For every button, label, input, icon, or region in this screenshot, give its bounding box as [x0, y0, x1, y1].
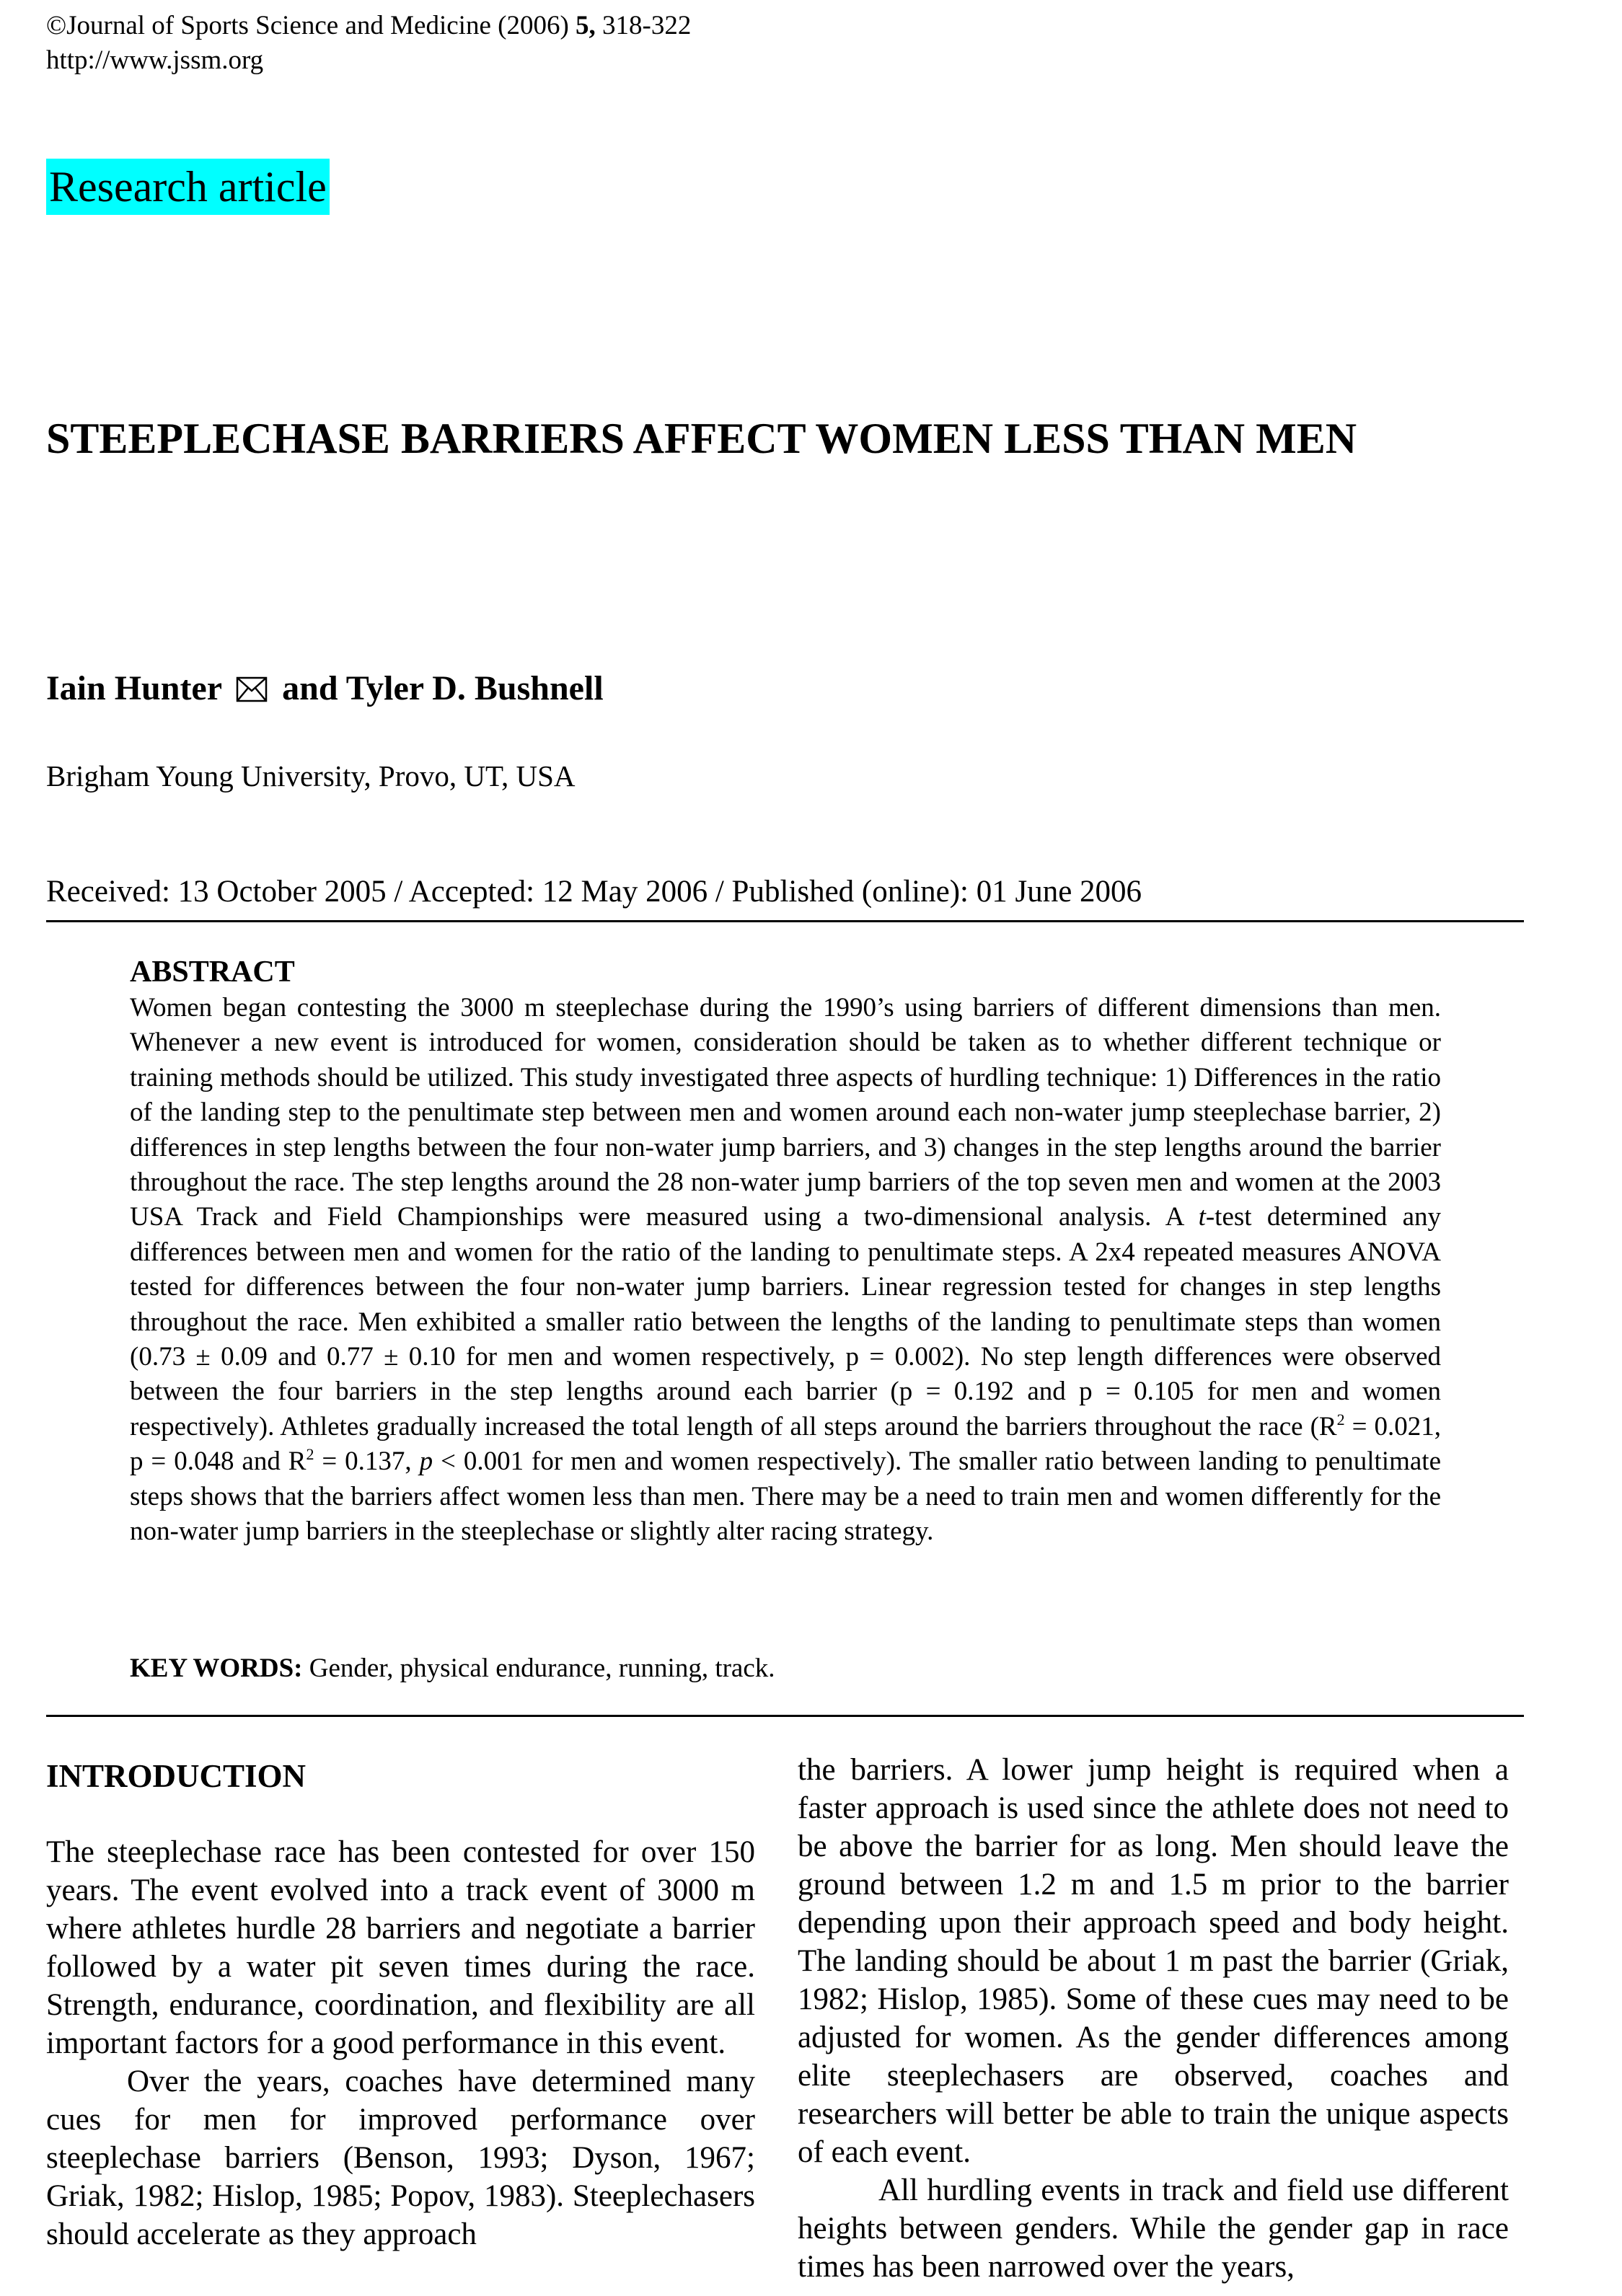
- paper-title: STEEPLECHASE BARRIERS AFFECT WOMEN LESS THAN MEN: [46, 415, 1357, 462]
- journal-pages: 318-322: [595, 11, 692, 40]
- divider-bottom: [46, 1715, 1524, 1717]
- divider-top: [46, 920, 1524, 922]
- introduction-heading: INTRODUCTION: [46, 1758, 307, 1794]
- column-right: [798, 1751, 1509, 2286]
- journal-url[interactable]: http://www.jssm.org: [46, 45, 264, 75]
- intro-paragraph-3: the barriers. A lower jump height is required when a faster approach is used since the athlete does not need to be above the barrier for as long. Men should leave the ground between 1.2 m and 1.5 m prior to the barrier depending upon their approach speed and body height. The landing should be about 1 m past the barrier (Griak, 1982; Hislop, 1985). Some of these cues may need to be adjusted for women. As the gender differences among elite steeplechasers are observed, coaches and researchers will better be able to train the unique aspects of each event.: [798, 1753, 1509, 2169]
- envelope-icon[interactable]: [236, 670, 268, 696]
- intro-paragraph-4: All hurdling events in track and field use different heights between genders. While the gender gap in race times has been narrowed over the years,: [798, 2173, 1509, 2284]
- abstract-text-2: -test determined any differences between men and women for the ratio of the landing to penultimate steps. A 2x4 repeated measures ANOVA tested for differences between the four non-water jump barriers. Linear regression tested for changes in step lengths throughout the race. Men exhibited a smaller ratio between the lengths of the landing to penultimate steps than women (0.73 ± 0.09 and 0.77 ± 0.10 for men and women respectively, p = 0.002). No step length differences were observed between the four barriers in the step lengths around each barrier (p = 0.192 and p = 0.105 for men and women respectively). Athletes gradually increased the total length of all steps around the barriers throughout the race (R: [130, 1202, 1441, 1441]
- abstract-text-5: < 0.001 for men and women respectively). The smaller ratio between landing to penultimate steps shows that the barriers affect women less than men. There may be a need to train men and women differently for the non-water jump barriers in the steeplechase or slightly alter racing strategy.: [130, 1447, 1441, 1547]
- publication-dates: Received: 13 October 2005 / Accepted: 12 May 2006 / Published (online): 01 June 2006: [46, 875, 1142, 909]
- abstract-t-italic: t: [1198, 1202, 1206, 1232]
- abstract-superscript-2: 2: [306, 1445, 314, 1464]
- abstract-p-italic: p: [419, 1447, 433, 1477]
- journal-citation: [46, 10, 691, 42]
- abstract-body: [130, 991, 1441, 1550]
- author-rest: and Tyler D. Bushnell: [282, 669, 604, 707]
- journal-volume: 5,: [576, 11, 596, 40]
- article-type-badge: Research article: [46, 159, 330, 215]
- journal-name: ©Journal of Sports Science and Medicine (2006): [46, 11, 576, 40]
- abstract-heading: ABSTRACT: [130, 955, 295, 989]
- abstract-text-3: = 0.021, p = 0.048 and R: [130, 1411, 1441, 1477]
- keywords-text: Gender, physical endurance, running, track.: [302, 1653, 775, 1683]
- abstract-superscript-1: 2: [1336, 1410, 1345, 1429]
- keywords-label: KEY WORDS:: [130, 1653, 303, 1683]
- abstract-text-4: = 0.137,: [314, 1447, 420, 1477]
- keywords: [130, 1651, 1441, 1686]
- abstract-text-1: Women began contesting the 3000 m steeplechase during the 1990’s using barriers of different dimensions than men. Whenever a new event is introduced for women, consideration should be taken as to whether different technique or training methods should be utilized. This study investigated three aspects of hurdling technique: 1) Differences in the ratio of the landing step to the penultimate step between men and women around each non-water jump steeplechase barrier, 2) differences in step lengths between the four non-water jump barriers, and 3) changes in the step lengths around the barrier throughout the race. The step lengths around the 28 non-water jump barriers of the top seven men and women at the 2003 USA Track and Field Championships were measured using a two-dimensional analysis. A: [130, 993, 1441, 1232]
- affiliation: Brigham Young University, Provo, UT, USA: [46, 759, 576, 792]
- column-left: [46, 1757, 755, 2253]
- intro-paragraph-2: Over the years, coaches have determined many cues for men for improved performance over steeplechase barriers (Benson, 1993; Dyson, 1967; Griak, 1982; Hislop, 1985; Popov, 1983). Steeplechasers should accelerate as they approach: [46, 2065, 755, 2251]
- author-list: [46, 667, 604, 710]
- author-first: Iain Hunter: [46, 669, 222, 707]
- intro-paragraph-1: The steeplechase race has been contested for over 150 years. The event evolved into a track event of 3000 m where athletes hurdle 28 barriers and negotiate a barrier followed by a water pit seven times during the race. Strength, endurance, coordination, and flexibility are all important factors for a good performance in this event.: [46, 1835, 755, 2060]
